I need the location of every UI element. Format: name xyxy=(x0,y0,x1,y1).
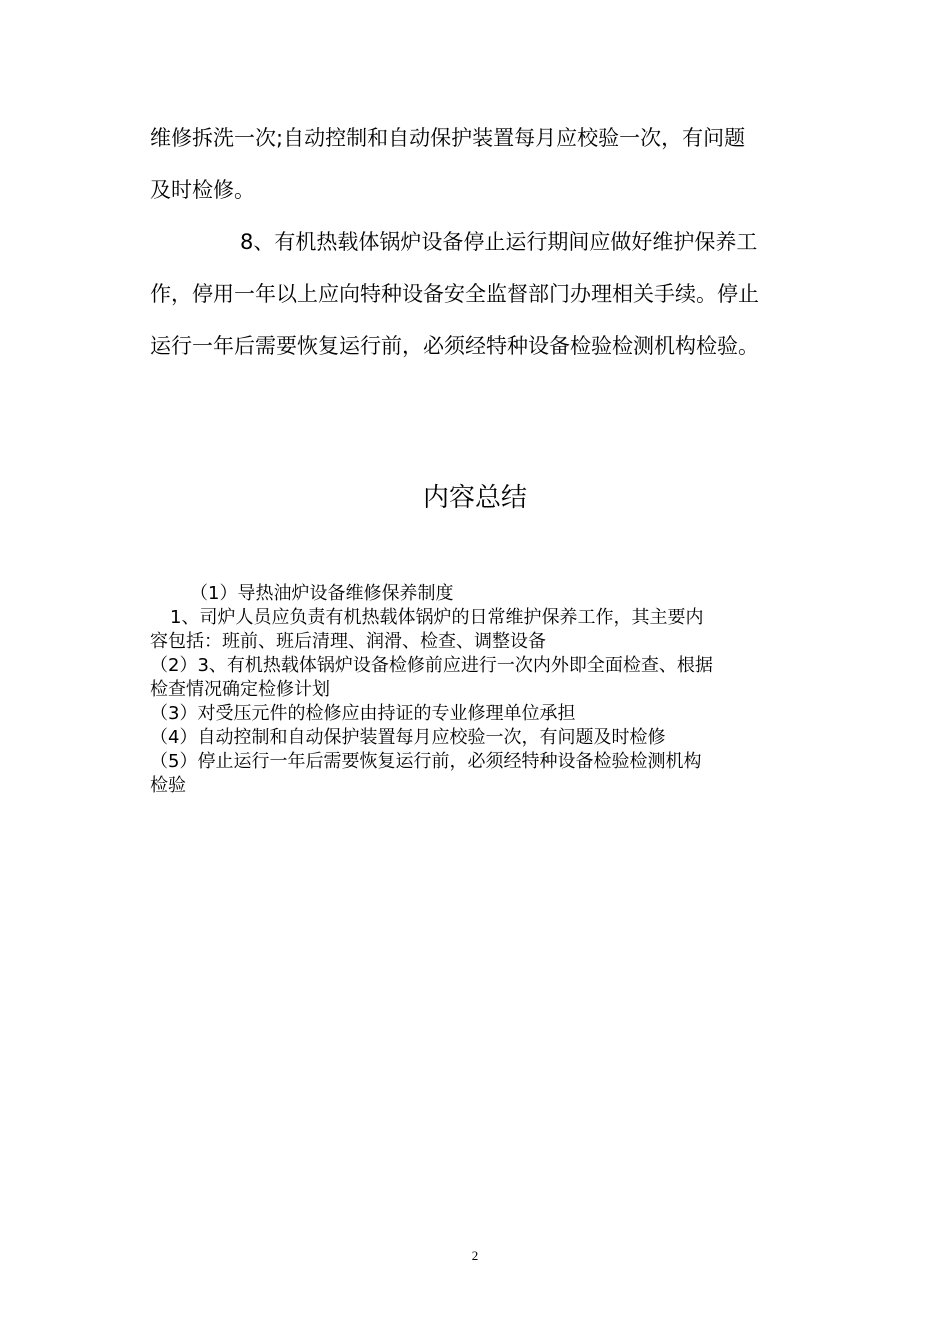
body-paragraph-line-2: 及时检修。 xyxy=(150,178,255,202)
body-paragraph-line-1: 维修拆洗一次;自动控制和自动保护装置每月应校验一次，有问题 xyxy=(150,126,746,150)
page-number: 2 xyxy=(471,1248,479,1263)
summary-line-1: （1）导热油炉设备维修保养制度 xyxy=(190,583,454,604)
body-paragraph-line-3: 8、有机热载体锅炉设备停止运行期间应做好维护保养工 xyxy=(240,230,758,254)
summary-block xyxy=(150,582,810,798)
summary-line-4: （2）3、有机热载体锅炉设备检修前应进行一次内外即全面检查、根据 xyxy=(150,655,713,676)
summary-line-8: （5）停止运行一年后需要恢复运行前，必须经特种设备检验检测机构 xyxy=(150,751,702,772)
body-paragraph-line-5: 运行一年后需要恢复运行前，必须经特种设备检验检测机构检验。 xyxy=(150,334,759,358)
summary-line-5: 检查情况确定检修计划 xyxy=(150,679,330,700)
body-paragraph-line-4: 作，停用一年以上应向特种设备安全监督部门办理相关手续。停止 xyxy=(150,282,759,306)
summary-line-9: 检验 xyxy=(150,775,186,796)
summary-line-7: （4）自动控制和自动保护装置每月应校验一次，有问题及时检修 xyxy=(150,727,666,748)
summary-line-2: 1、司炉人员应负责有机热载体锅炉的日常维护保养工作，其主要内 xyxy=(170,607,704,628)
summary-line-6: （3）对受压元件的检修应由持证的专业修理单位承担 xyxy=(150,703,576,724)
summary-line-3: 容包括：班前、班后清理、润滑、检查、调整设备 xyxy=(150,631,546,652)
summary-title: 内容总结 xyxy=(422,483,527,513)
